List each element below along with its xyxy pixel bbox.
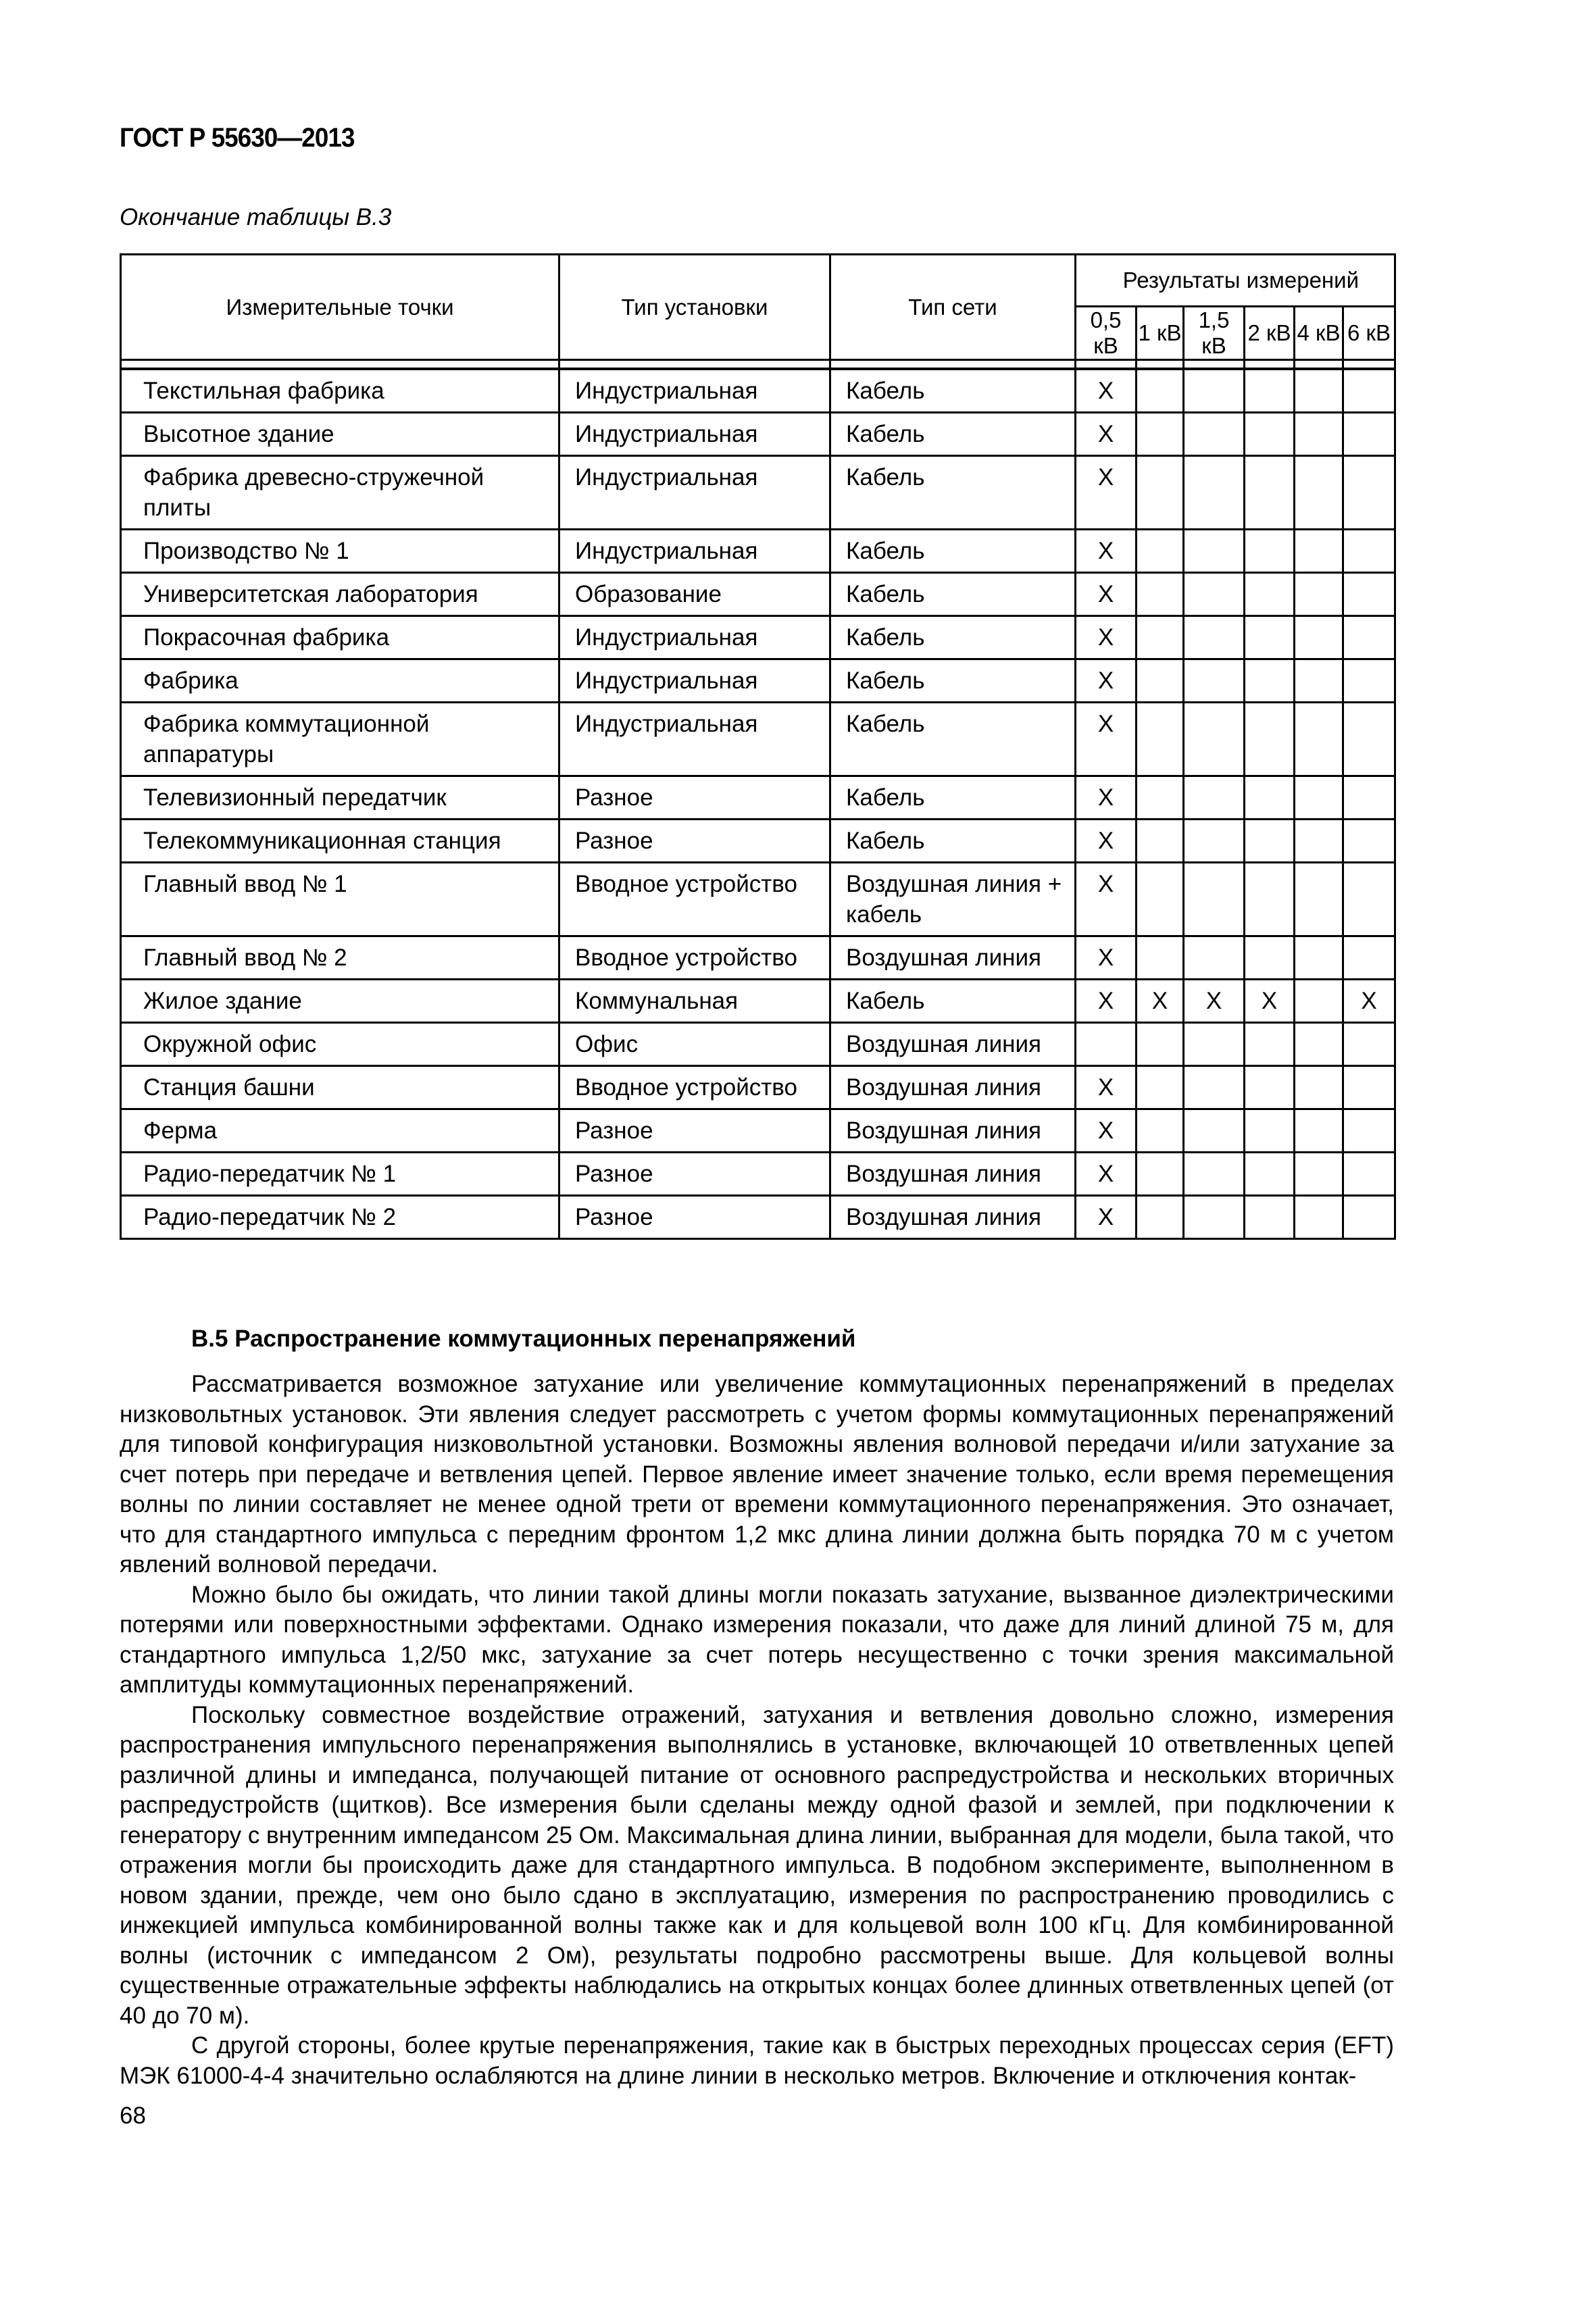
cell-install-type: Индустриальная <box>559 413 830 456</box>
cell-result-mark <box>1137 616 1184 659</box>
table-row <box>121 573 1395 616</box>
cell-result-mark <box>1184 456 1245 530</box>
cell-result-mark: X <box>1076 369 1137 413</box>
cell-network-type: Кабель <box>830 659 1076 703</box>
table-row <box>121 1066 1395 1109</box>
cell-result-mark <box>1184 1196 1245 1239</box>
cell-install-type: Индустриальная <box>559 703 830 776</box>
cell-result-mark <box>1343 573 1395 616</box>
cell-result-mark: X <box>1076 776 1137 820</box>
cell-point: Жилое здание <box>121 980 559 1023</box>
table-row <box>121 776 1395 820</box>
cell-result-mark: X <box>1076 616 1137 659</box>
cell-result-mark <box>1343 820 1395 863</box>
cell-result-mark <box>1343 659 1395 703</box>
cell-result-mark <box>1295 703 1343 776</box>
paragraph: Поскольку совместное воздействие отражений, затухания и ветвления довольно сложно, измерения распространения импульсного перенапряжения выполнялись в установке, включающей 10 ответвленных цепей различной длины и импеданса, получающей питание от основного распредустройства и нескольких вторичных распредустройств (щитков). Все измерения были сделаны между одной фазой и землей, при подключении к генератору с внутренним импедансом 25 Ом. Максимальная длина линии, выбранная для модели, была такой, что отражения могли бы происходить даже для стандартного импульса. В подобном эксперименте, выполненном в новом здании, прежде, чем оно было сдано в эксплуатацию, измерения по распространению проводились с инжекцией импульса комбинированной волны также как и для кольцевой волн 100 кГц. Для комбинированной волны (источник с импедансом 2 Ом), результаты подробно рассмотрены выше. Для кольцевой волны существенные отражательные эффекты наблюдались на открытых концах более длинных ответвленных цепей (от 40 до 70 м). <box>120 1701 1395 2029</box>
table-row <box>121 1153 1395 1196</box>
cell-result-mark <box>1137 1153 1184 1196</box>
cell-result-mark <box>1076 1023 1137 1066</box>
cell-result-mark <box>1137 1023 1184 1066</box>
cell-result-mark: X <box>1076 1153 1137 1196</box>
cell-result-mark <box>1295 530 1343 573</box>
cell-result-mark <box>1245 1153 1295 1196</box>
cell-result-mark <box>1137 456 1184 530</box>
cell-result-mark: X <box>1343 980 1395 1023</box>
page-number: 68 <box>120 2103 146 2129</box>
cell-result-mark <box>1343 1153 1395 1196</box>
cell-point: Главный ввод № 2 <box>121 936 559 980</box>
cell-result-mark <box>1343 1023 1395 1066</box>
cell-result-mark <box>1343 1196 1395 1239</box>
cell-result-mark <box>1137 530 1184 573</box>
header-voltage: 1,5 кВ <box>1184 307 1245 360</box>
cell-result-mark <box>1184 1153 1245 1196</box>
cell-point: Производство № 1 <box>121 530 559 573</box>
cell-install-type: Разное <box>559 820 830 863</box>
table-row <box>121 936 1395 980</box>
cell-result-mark <box>1184 820 1245 863</box>
cell-result-mark <box>1295 413 1343 456</box>
table-row <box>121 369 1395 413</box>
cell-point: Высотное здание <box>121 413 559 456</box>
cell-install-type: Индустриальная <box>559 530 830 573</box>
cell-result-mark <box>1184 616 1245 659</box>
header-results: Результаты измерений <box>1076 255 1395 307</box>
cell-result-mark <box>1245 776 1295 820</box>
cell-network-type: Кабель <box>830 776 1076 820</box>
cell-result-mark: X <box>1076 863 1137 936</box>
cell-install-type: Разное <box>559 1153 830 1196</box>
table-row <box>121 703 1395 776</box>
table-row <box>121 616 1395 659</box>
cell-install-type: Коммунальная <box>559 980 830 1023</box>
table-row <box>121 1109 1395 1153</box>
cell-result-mark <box>1245 820 1295 863</box>
cell-point: Ферма <box>121 1109 559 1153</box>
cell-point: Фабрика коммутационной аппаратуры <box>121 703 559 776</box>
cell-result-mark <box>1137 1196 1184 1239</box>
cell-result-mark <box>1245 616 1295 659</box>
cell-point: Текстильная фабрика <box>121 369 559 413</box>
cell-result-mark <box>1184 1066 1245 1109</box>
header-install-type: Тип установки <box>559 255 830 360</box>
cell-install-type: Разное <box>559 1196 830 1239</box>
cell-result-mark <box>1245 369 1295 413</box>
cell-result-mark <box>1184 530 1245 573</box>
cell-result-mark <box>1245 573 1295 616</box>
section-body <box>120 1369 1394 2091</box>
measurement-table <box>120 253 1396 1240</box>
table-row <box>121 1196 1395 1239</box>
cell-result-mark <box>1343 413 1395 456</box>
paragraph: С другой стороны, более крутые перенапряжения, такие как в быстрых переходных процессах серия (EFT) МЭК 61000-4-4 значительно ослабляются на длине линии в несколько метров. Включение и отключения контак- <box>120 2032 1394 2089</box>
table-row <box>121 980 1395 1023</box>
cell-result-mark <box>1137 936 1184 980</box>
cell-result-mark <box>1295 1066 1343 1109</box>
cell-point: Станция башни <box>121 1066 559 1109</box>
cell-install-type: Индустриальная <box>559 456 830 530</box>
cell-install-type: Индустриальная <box>559 616 830 659</box>
cell-result-mark: X <box>1076 530 1137 573</box>
cell-install-type: Офис <box>559 1023 830 1066</box>
cell-result-mark <box>1137 413 1184 456</box>
header-points: Измерительные точки <box>121 255 559 360</box>
cell-install-type: Индустриальная <box>559 659 830 703</box>
cell-point: Радио-передатчик № 1 <box>121 1153 559 1196</box>
table-row <box>121 413 1395 456</box>
header-voltage: 0,5 кВ <box>1076 307 1137 360</box>
cell-network-type: Воздушная линия <box>830 1023 1076 1066</box>
cell-result-mark <box>1245 863 1295 936</box>
cell-network-type: Воздушная линия <box>830 936 1076 980</box>
table-row <box>121 530 1395 573</box>
cell-result-mark <box>1184 1023 1245 1066</box>
cell-install-type: Вводное устройство <box>559 1066 830 1109</box>
cell-network-type: Воздушная линия <box>830 1153 1076 1196</box>
cell-install-type: Вводное устройство <box>559 863 830 936</box>
cell-point: Телевизионный передатчик <box>121 776 559 820</box>
cell-point: Телекоммуникационная станция <box>121 820 559 863</box>
cell-result-mark <box>1295 659 1343 703</box>
cell-result-mark <box>1295 1109 1343 1153</box>
cell-result-mark: X <box>1076 1196 1137 1239</box>
cell-result-mark <box>1295 980 1343 1023</box>
cell-network-type: Кабель <box>830 616 1076 659</box>
table-row <box>121 659 1395 703</box>
cell-result-mark <box>1295 936 1343 980</box>
cell-result-mark: X <box>1137 980 1184 1023</box>
cell-result-mark <box>1343 703 1395 776</box>
cell-result-mark: X <box>1245 980 1295 1023</box>
cell-result-mark <box>1137 1066 1184 1109</box>
table-row <box>121 820 1395 863</box>
paragraph: Можно было бы ожидать, что линии такой длины могли показать затухание, вызванное диэлектрическими потерями или поверхностными эффектами. Однако измерения показали, что даже для линий длиной 75 м, для стандартного импульса 1,2/50 мкс, затухание за счет потерь несущественно с точки зрения максимальной амплитуды коммутационных перенапряжений. <box>120 1581 1394 1698</box>
cell-result-mark: X <box>1076 573 1137 616</box>
cell-result-mark <box>1245 1023 1295 1066</box>
cell-point: Фабрика <box>121 659 559 703</box>
cell-result-mark: X <box>1076 703 1137 776</box>
cell-result-mark <box>1137 820 1184 863</box>
cell-result-mark <box>1245 413 1295 456</box>
cell-point: Главный ввод № 1 <box>121 863 559 936</box>
cell-result-mark: X <box>1076 1066 1137 1109</box>
cell-result-mark <box>1184 863 1245 936</box>
cell-result-mark <box>1245 1196 1295 1239</box>
cell-result-mark <box>1343 456 1395 530</box>
cell-result-mark: X <box>1076 456 1137 530</box>
cell-network-type: Воздушная линия <box>830 1066 1076 1109</box>
cell-result-mark <box>1295 1153 1343 1196</box>
cell-result-mark <box>1184 573 1245 616</box>
cell-network-type: Воздушная линия + кабель <box>830 863 1076 936</box>
cell-result-mark <box>1245 703 1295 776</box>
table-row <box>121 456 1395 530</box>
cell-result-mark <box>1184 1109 1245 1153</box>
cell-result-mark: X <box>1076 659 1137 703</box>
cell-result-mark <box>1184 659 1245 703</box>
cell-result-mark <box>1245 659 1295 703</box>
cell-result-mark <box>1343 530 1395 573</box>
cell-result-mark <box>1137 1109 1184 1153</box>
cell-install-type: Индустриальная <box>559 369 830 413</box>
header-voltage: 2 кВ <box>1245 307 1295 360</box>
cell-result-mark <box>1245 530 1295 573</box>
table-row <box>121 1023 1395 1066</box>
header-voltage: 1 кВ <box>1137 307 1184 360</box>
header-network-type: Тип сети <box>830 255 1076 360</box>
cell-network-type: Воздушная линия <box>830 1109 1076 1153</box>
cell-result-mark <box>1184 413 1245 456</box>
paragraph: Рассматривается возможное затухание или увеличение коммутационных перенапряжений в пределах низковольтных установок. Эти явления следует рассмотреть с учетом формы коммутационных перенапряжений для типовой конфигурация низковольтной установки. Возможны явления волновой передачи и/или затухание за счет потерь при передаче и ветвления цепей. Первое явление имеет значение только, если время перемещения волны по линии составляет не менее одной трети от времени коммутационного перенапряжения. Это означает, что для стандартного импульса с передним фронтом 1,2 мкс длина линии должна быть порядка 70 м с учетом явлений волновой передачи. <box>120 1371 1394 1578</box>
cell-result-mark: X <box>1076 1109 1137 1153</box>
cell-result-mark: X <box>1076 413 1137 456</box>
cell-result-mark <box>1295 616 1343 659</box>
cell-result-mark <box>1295 1196 1343 1239</box>
cell-point: Фабрика древесно-стружечной плиты <box>121 456 559 530</box>
cell-result-mark <box>1295 776 1343 820</box>
cell-network-type: Кабель <box>830 369 1076 413</box>
cell-result-mark <box>1137 573 1184 616</box>
cell-result-mark <box>1245 1066 1295 1109</box>
cell-result-mark <box>1137 659 1184 703</box>
cell-result-mark: X <box>1076 980 1137 1023</box>
header-voltage: 4 кВ <box>1295 307 1343 360</box>
cell-result-mark: X <box>1184 980 1245 1023</box>
cell-network-type: Кабель <box>830 413 1076 456</box>
cell-result-mark <box>1137 776 1184 820</box>
cell-result-mark <box>1295 573 1343 616</box>
cell-network-type: Кабель <box>830 703 1076 776</box>
cell-result-mark <box>1245 936 1295 980</box>
table-row <box>121 863 1395 936</box>
cell-result-mark <box>1137 703 1184 776</box>
cell-point: Окружной офис <box>121 1023 559 1066</box>
cell-result-mark <box>1343 1109 1395 1153</box>
cell-result-mark <box>1343 936 1395 980</box>
cell-result-mark <box>1295 456 1343 530</box>
cell-result-mark <box>1184 703 1245 776</box>
cell-result-mark <box>1343 369 1395 413</box>
cell-point: Университетская лаборатория <box>121 573 559 616</box>
cell-network-type: Воздушная линия <box>830 1196 1076 1239</box>
cell-result-mark <box>1184 776 1245 820</box>
cell-result-mark <box>1245 1109 1295 1153</box>
cell-result-mark <box>1137 863 1184 936</box>
cell-result-mark <box>1245 456 1295 530</box>
cell-result-mark <box>1343 863 1395 936</box>
cell-point: Покрасочная фабрика <box>121 616 559 659</box>
cell-result-mark <box>1295 1023 1343 1066</box>
cell-result-mark <box>1343 1066 1395 1109</box>
section-title: В.5 Распространение коммутационных перенапряжений <box>191 1326 856 1352</box>
cell-result-mark: X <box>1076 820 1137 863</box>
cell-install-type: Вводное устройство <box>559 936 830 980</box>
table-caption: Окончание таблицы В.3 <box>120 204 392 230</box>
cell-result-mark <box>1184 369 1245 413</box>
cell-network-type: Кабель <box>830 456 1076 530</box>
cell-point: Радио-передатчик № 2 <box>121 1196 559 1239</box>
cell-network-type: Кабель <box>830 980 1076 1023</box>
cell-result-mark: X <box>1076 936 1137 980</box>
header-voltage: 6 кВ <box>1343 307 1395 360</box>
cell-install-type: Разное <box>559 1109 830 1153</box>
cell-result-mark <box>1295 369 1343 413</box>
document-header: ГОСТ Р 55630—2013 <box>120 123 355 153</box>
cell-result-mark <box>1343 776 1395 820</box>
cell-result-mark <box>1137 369 1184 413</box>
header-separator <box>121 360 1395 370</box>
cell-result-mark <box>1295 863 1343 936</box>
cell-install-type: Образование <box>559 573 830 616</box>
cell-network-type: Кабель <box>830 820 1076 863</box>
cell-result-mark <box>1184 936 1245 980</box>
cell-result-mark <box>1295 820 1343 863</box>
cell-install-type: Разное <box>559 776 830 820</box>
cell-network-type: Кабель <box>830 530 1076 573</box>
cell-result-mark <box>1343 616 1395 659</box>
cell-network-type: Кабель <box>830 573 1076 616</box>
